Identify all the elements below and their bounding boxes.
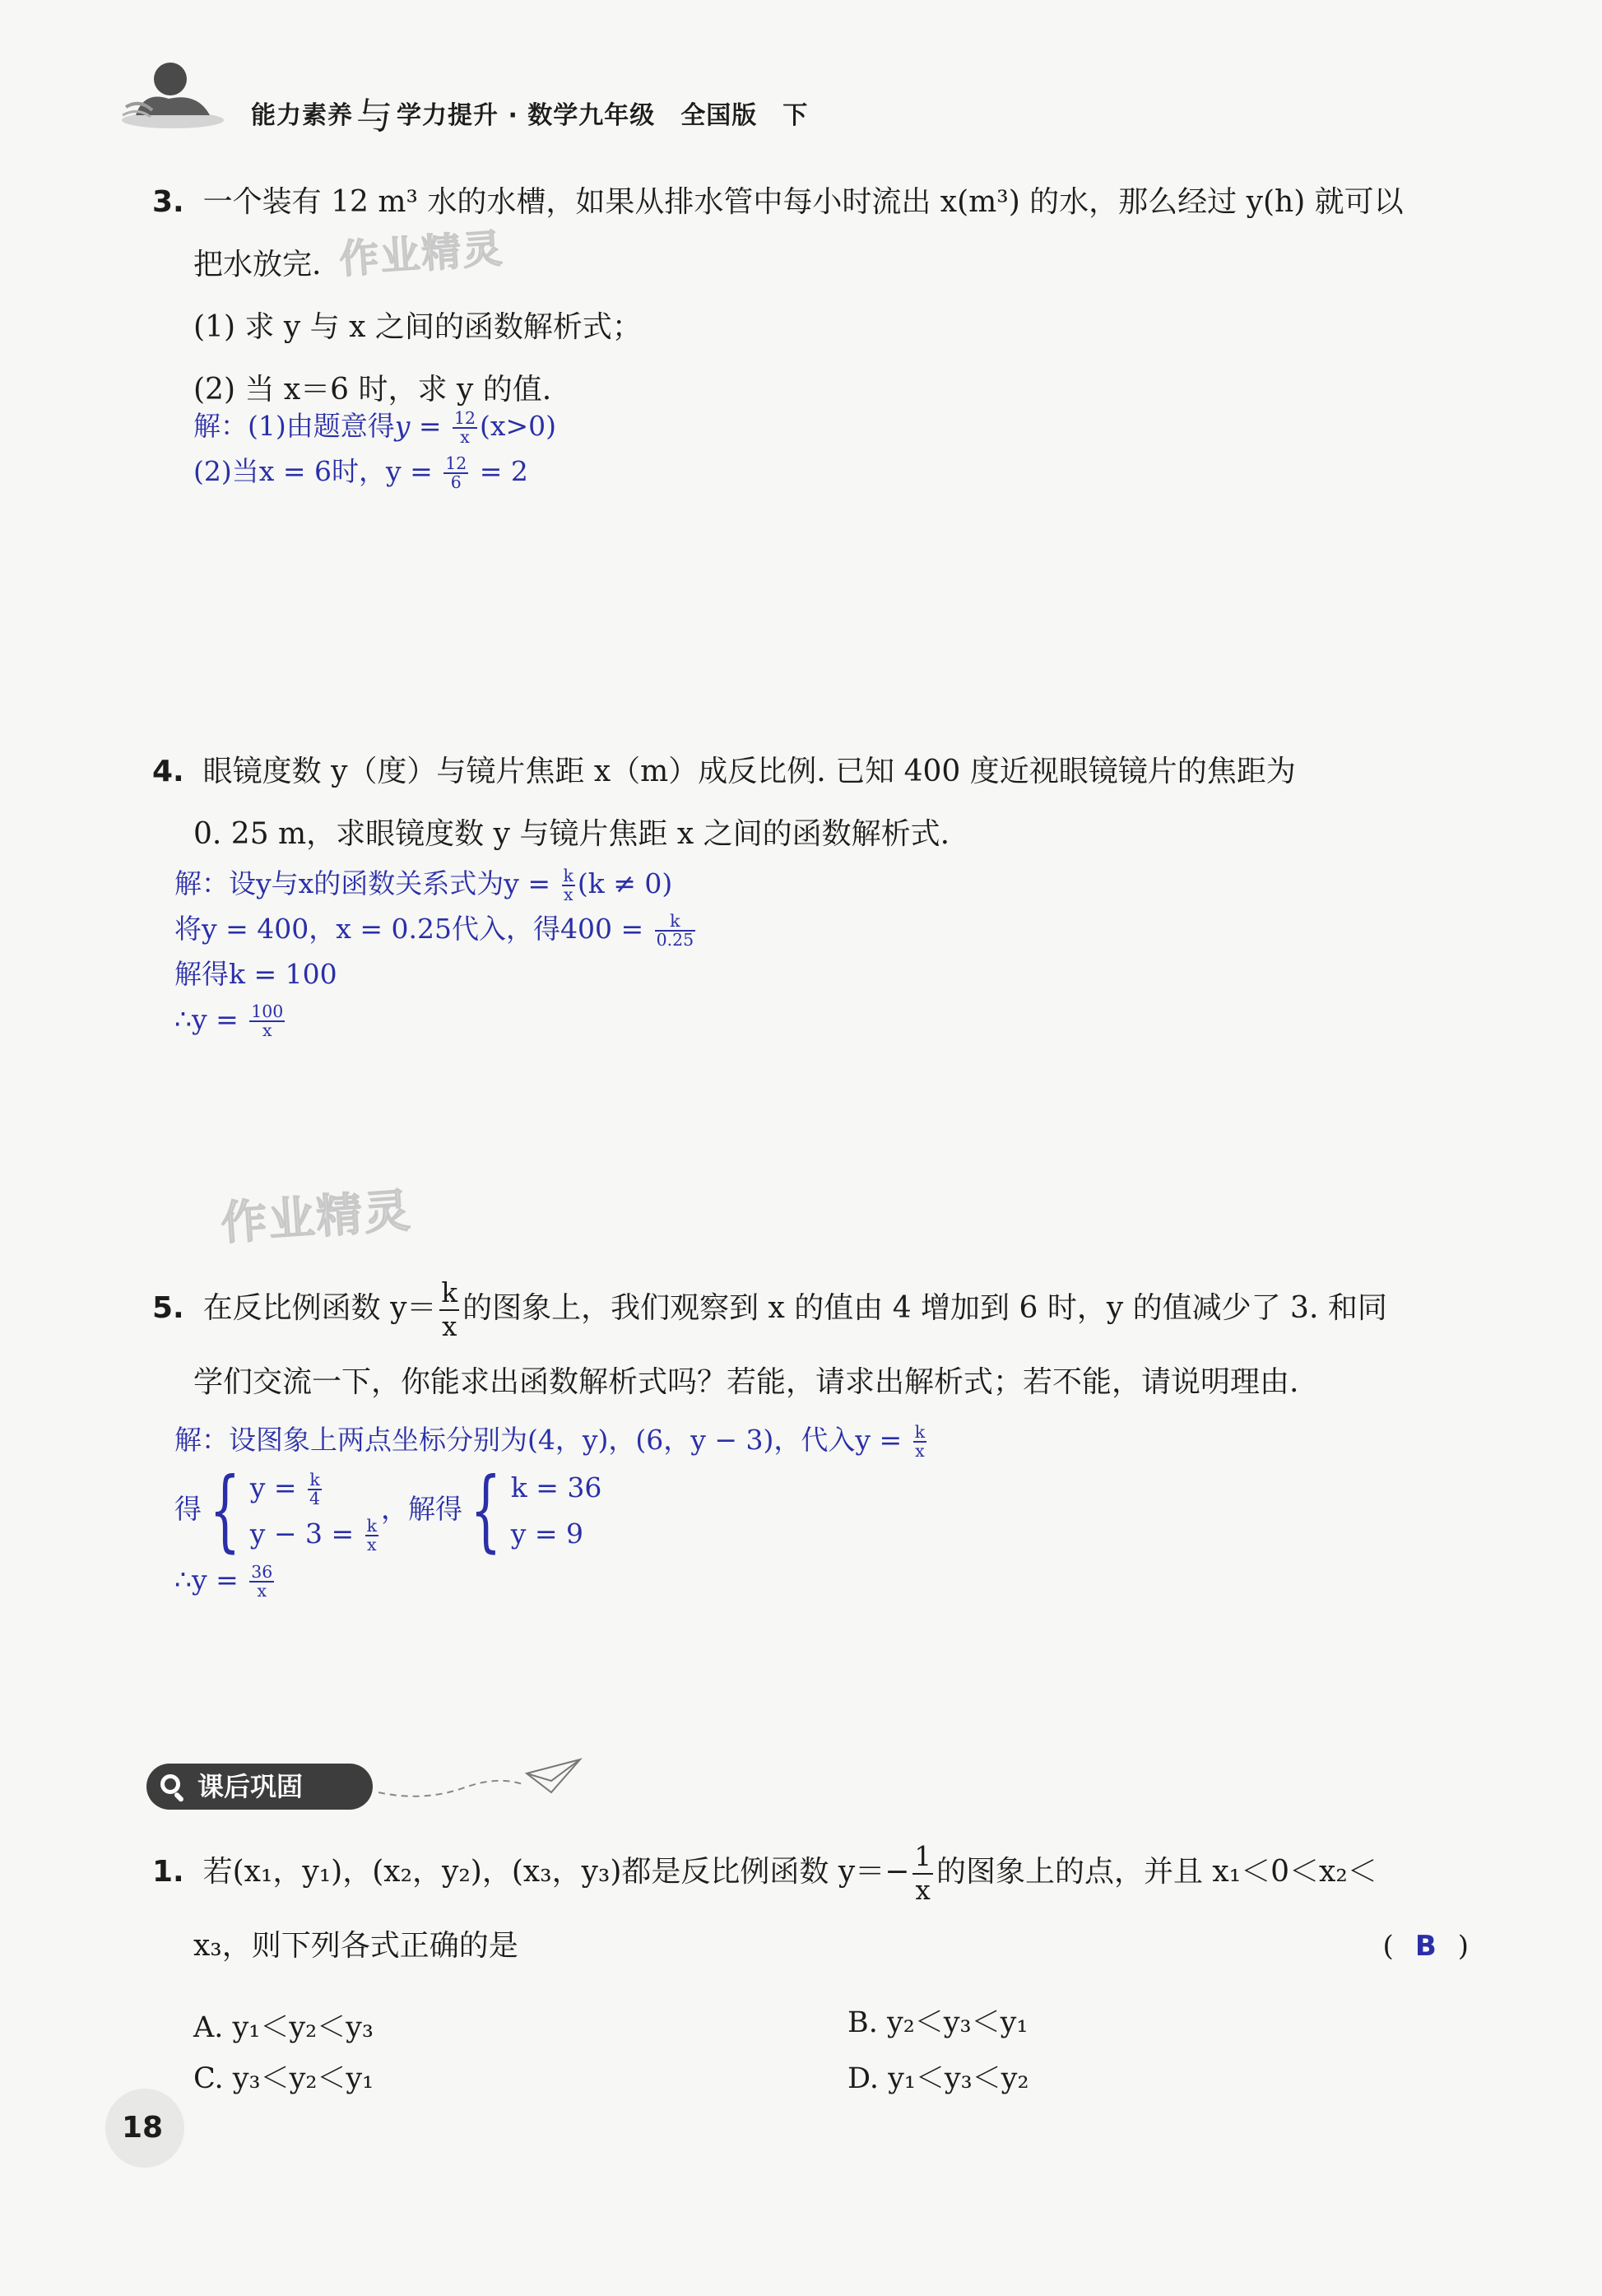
book-title: 能力素养与 学力提升 · 数学九年级 全国版 下 [251, 95, 809, 137]
option-d: D. y₁＜y₃＜y₂ [847, 2062, 1029, 2095]
question-text: 一个装有 12 m³ 水的水槽，如果从排水管中每小时流出 x(m³) 的水，那么经过 y(h) 就可以 [202, 185, 1404, 219]
question-number: 3. [152, 185, 184, 219]
solution-3: 解：(1)由题意得y = $\frac{12}{x}$ (x>0) (2)当x = 6时，y = $\frac{12}{6}$ = 2 [193, 407, 557, 492]
question-text: 学们交流一下，你能求出函数解析式吗？若能，请求出解析式；若不能，请说明理由. [193, 1365, 1299, 1399]
page-number: 18 [122, 2111, 164, 2145]
option-a: A. y₁＜y₂＜y₃ [193, 2011, 374, 2044]
question-5: 5. 在反比例函数 y＝ $\frac{k}{x}$ 的图象上，我们观察到 x 的值由 4 增加到 6 时，y 的值减少了 3. 和同 学们交流一下，你能求出函数解析式吗？若能，请求出解析式；若不能，请说明理由. [152, 1267, 1485, 1415]
question-text: 把水放完. [193, 248, 322, 281]
solution-5: 解：设图象上两点坐标分别为(4，y)，(6，y − 3)，代入y = $\frac{k}{x}$ 得{ y = $\frac{k}{4}$ y − 3 = $\frac{k}{x}$ ，解得{ k = 36 y = 9 ∴y = $\frac{36}{x}$ [174, 1421, 926, 1601]
question-text: x₃，则下列各式正确的是 [193, 1929, 518, 1963]
option-b: B. y₂＜y₃＜y₁ [847, 2006, 1029, 2039]
question-number: 1. [152, 1855, 184, 1889]
watermark: 作业精灵 [337, 225, 506, 283]
question-3 [152, 171, 1469, 421]
question-number: 5. [152, 1291, 184, 1325]
question-text: 0. 25 m，求眼镜度数 y 与镜片焦距 x 之间的函数解析式. [193, 817, 950, 851]
solution-4: 解：设y与x的函数关系式为y = $\frac{k}{x}$ (k ≠ 0) 将y = 400，x = 0.25代入，得400 = $\frac{k}{0.25}$ 解得k = 100 ∴y = $\frac{100}{x}$ [174, 865, 694, 1040]
question-text: 眼镜度数 y（度）与镜片焦距 x（m）成反比例. 已知 400 度近视眼镜镜片的焦距为 [202, 755, 1296, 788]
watermark: 作业精灵 [219, 1183, 414, 1252]
paper-plane-icon [374, 1753, 588, 1810]
question-number: 4. [152, 755, 184, 788]
magnifier-icon [156, 1770, 189, 1803]
practice-question-1: 1. 若(x₁，y₁)，(x₂，y₂)，(x₃，y₃)都是反比例函数 y＝− $\frac{1}{x}$ 的图象上的点，并且 x₁＜0＜x₂＜ x₃，则下列各式正确的是 ( B ) [152, 1831, 1485, 1979]
answer-choice: B [1414, 1930, 1437, 1963]
answer-bracket: ( B ) [1382, 1930, 1469, 1963]
question-4 [152, 741, 1469, 866]
sub-question-1: (1) 求 y 与 x 之间的函数解析式； [193, 310, 642, 344]
option-c: C. y₃＜y₂＜y₁ [193, 2062, 374, 2095]
section-tag: 课后巩固 [146, 1764, 373, 1810]
sub-question-2: (2) 当 x＝6 时，求 y 的值. [193, 373, 552, 407]
reader-logo-icon [119, 58, 226, 132]
